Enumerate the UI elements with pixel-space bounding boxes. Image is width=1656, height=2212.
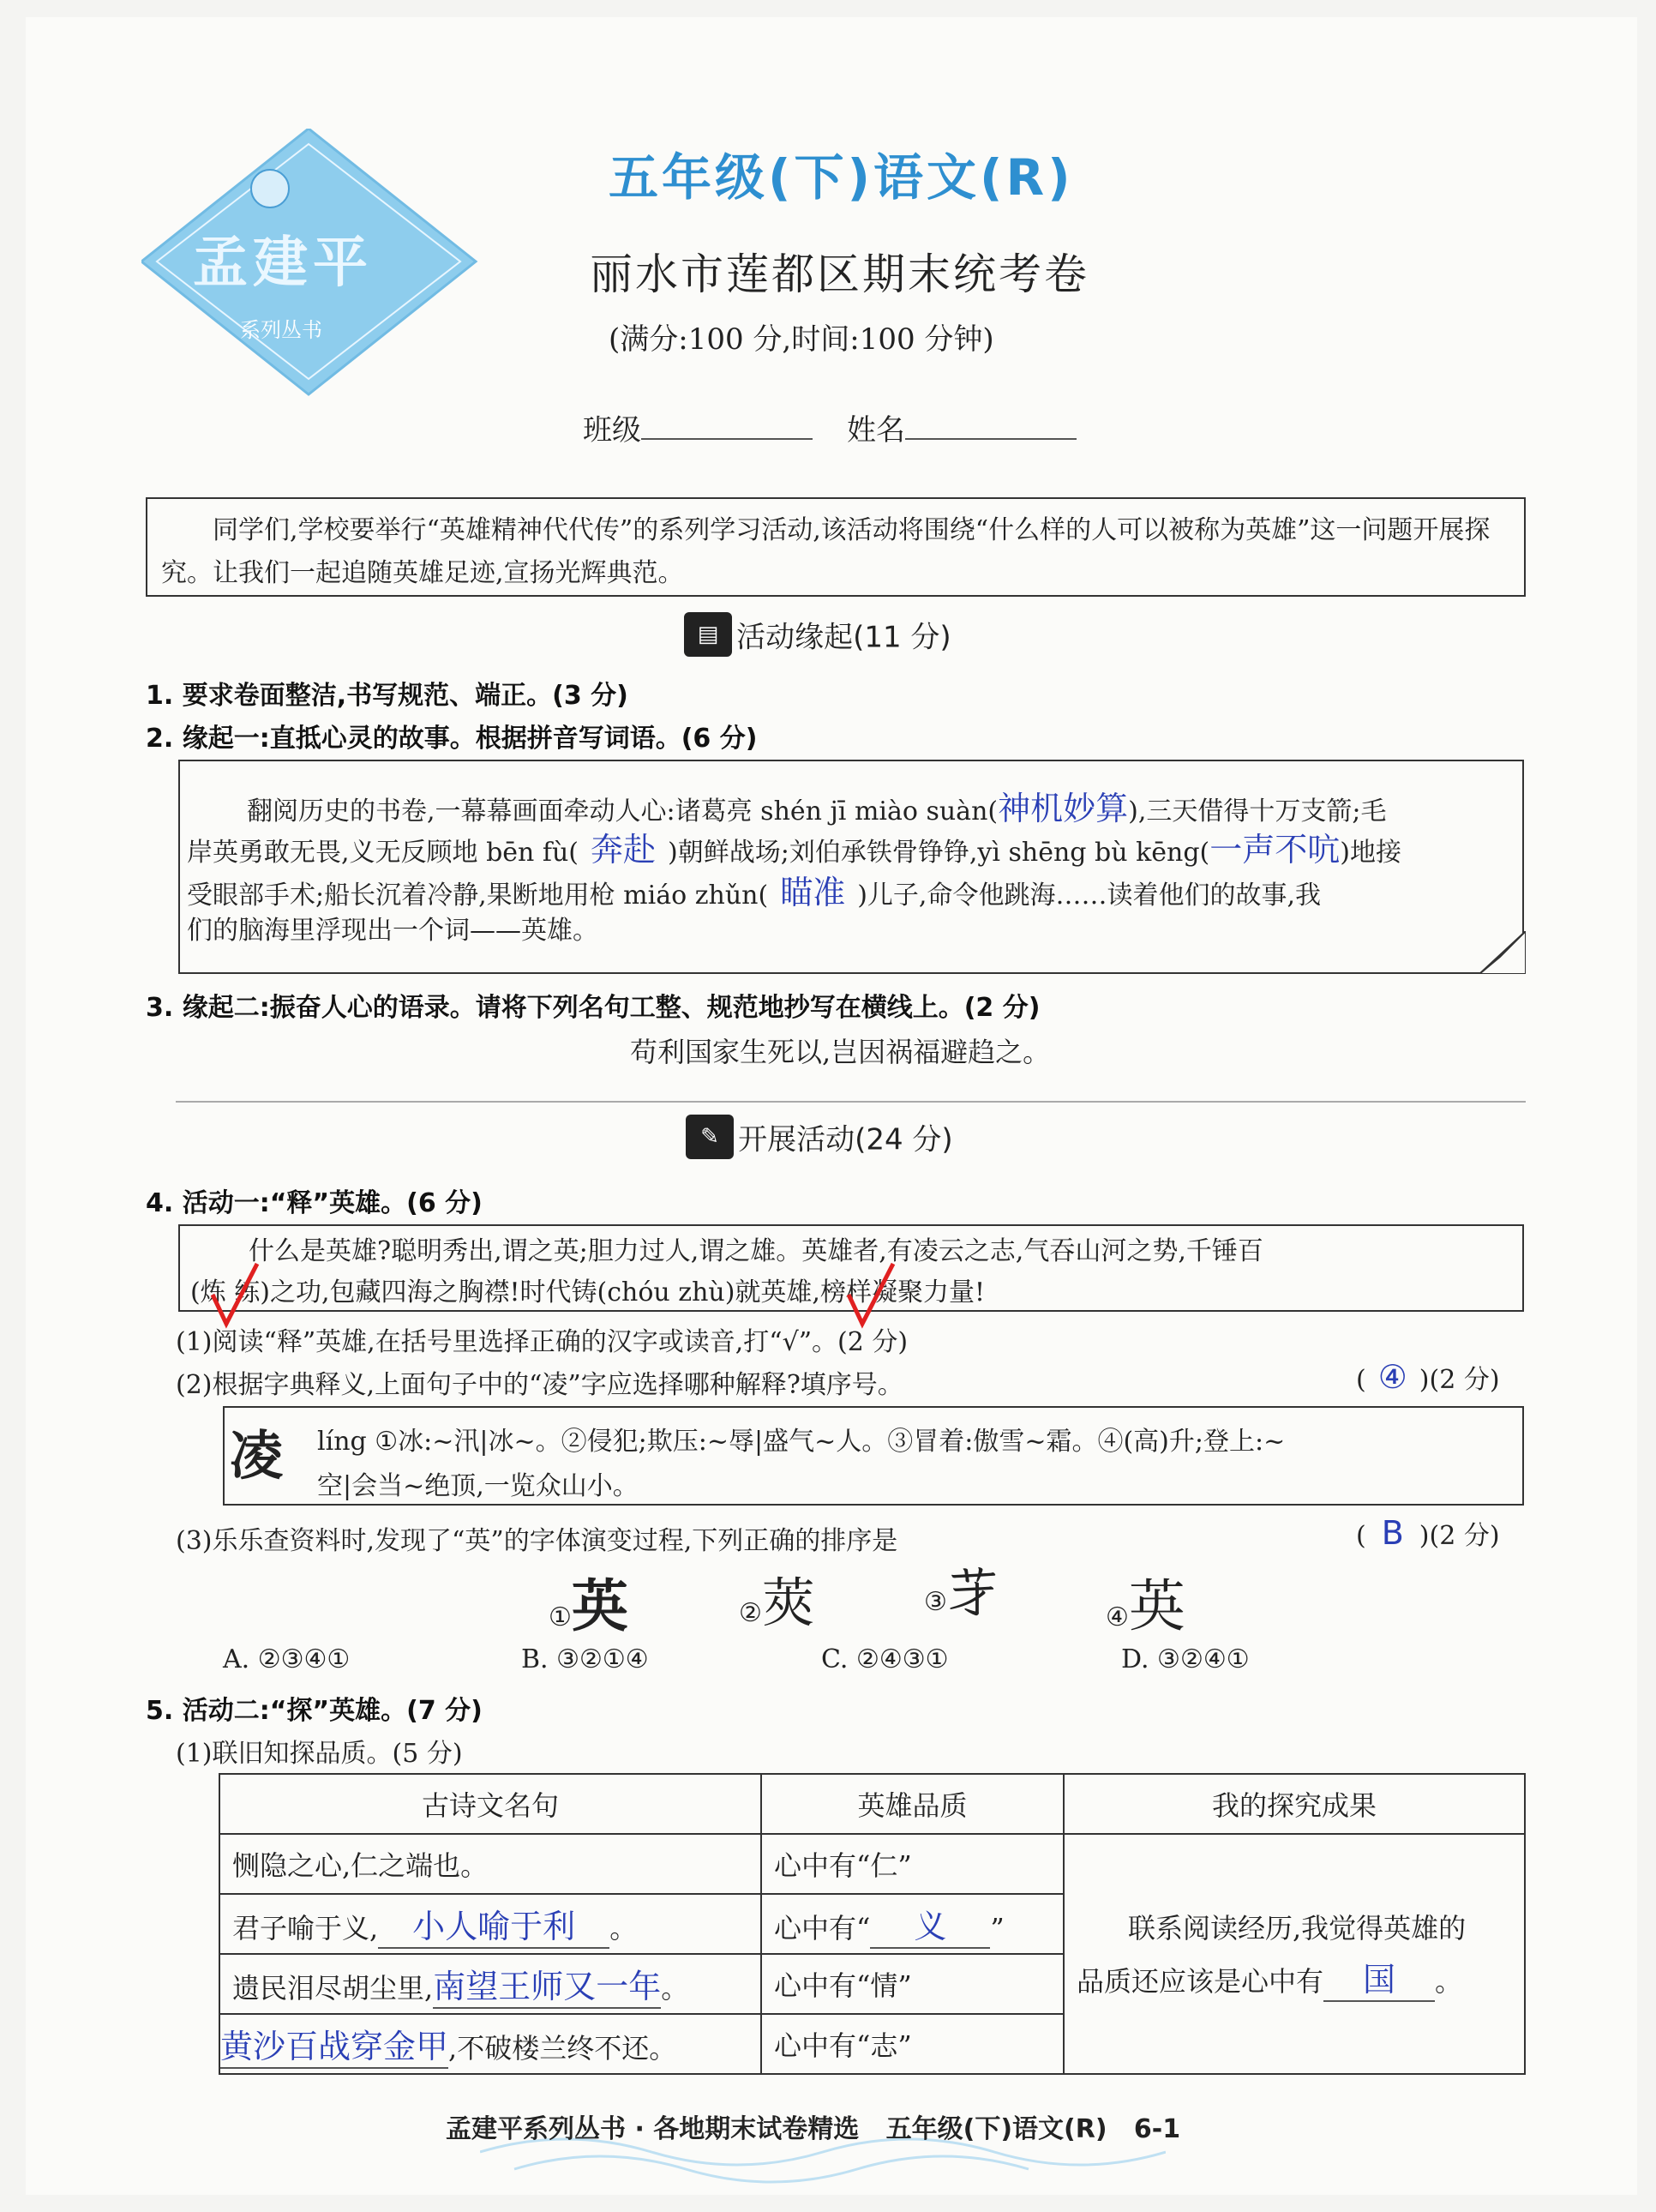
class-label: 班级 [583, 413, 641, 448]
footer: 孟建平系列丛书 · 各地期末试卷精选 五年级(下)语文(R) 6-1 [446, 2114, 1181, 2144]
form-glyph: 𦬁 [946, 1560, 1000, 1623]
option-c[interactable]: C. ②④③① [821, 1644, 949, 1674]
answer-shenjimiaosuan[interactable]: 神机妙算 [998, 790, 1129, 827]
quality-text: 心中有“志” [774, 2029, 912, 2062]
q3-quote: 苟利国家生死以,岂因祸福避趋之。 [630, 1036, 1051, 1068]
q2-line-2 [187, 823, 1401, 870]
logo-subtext: 系列丛书 [240, 318, 322, 342]
q2-line-3 [187, 866, 1321, 913]
section-activities [686, 1115, 953, 1159]
form-glyph: 英 [1128, 1573, 1185, 1639]
verse-cell [219, 1954, 761, 2014]
form-number: ② [739, 1598, 762, 1628]
answer-yi[interactable]: 义 [870, 1900, 990, 1949]
q4-sub3: (3)乐乐查资料时,发现了“英”的字体演变过程,下列正确的排序是 [176, 1526, 898, 1556]
name-blank[interactable] [905, 409, 1077, 440]
form-number: ④ [1106, 1602, 1129, 1632]
edit-icon: ✎ [686, 1115, 734, 1159]
option-a[interactable]: A. ②③④① [223, 1644, 351, 1674]
folder-icon: ▤ [684, 612, 732, 657]
option-d[interactable]: D. ③②④① [1121, 1644, 1250, 1674]
verse-cell [219, 1834, 761, 1894]
q2-line-4: 们的脑海里浮现出一个词——英雄。 [187, 916, 598, 946]
quality-text: 心中有“ [774, 1911, 871, 1945]
question-2-stem: 2. 缘起一:直抵心灵的故事。根据拼音写词语。(6 分) [146, 724, 758, 754]
result-text: 品质还应该是心中有 [1077, 1964, 1324, 1998]
quality-text: ” [990, 1911, 1005, 1945]
result-line-2 [1077, 1953, 1512, 2002]
answer-yishengbukeng[interactable]: 一声不吭 [1209, 831, 1341, 869]
q4-sub1: (1)阅读“释”英雄,在括号里选择正确的汉字或读音,打“√”。(2 分) [176, 1327, 909, 1357]
dict-char: 凌 [230, 1424, 284, 1487]
result-cell [1064, 1834, 1525, 2074]
q2-line-1 [247, 782, 1386, 829]
q2-text: 受眼部手术;船长沉着冷静,果断地用枪 miáo zhǔn( [187, 881, 769, 911]
col-header-verse: 古诗文名句 [219, 1774, 761, 1834]
form-glyph: 莢 [761, 1572, 815, 1634]
quality-table [219, 1773, 1526, 2075]
q2-text: )朝鲜战场;刘伯承铁骨铮铮,yì shēng bù kēng( [668, 838, 1210, 868]
verse-text: 。 [609, 1911, 638, 1945]
q2-text: ),三天借得十万支箭;毛 [1128, 796, 1387, 826]
score: )(2 分) [1419, 1521, 1500, 1551]
verse-text: 君子喻于义, [232, 1911, 379, 1945]
verse-text: ,不破楼兰终不还。 [448, 2031, 677, 2065]
q5-sub1: (1)联旧知探品质。(5 分) [176, 1739, 463, 1769]
quality-text: 心中有“仁” [774, 1849, 912, 1882]
quality-cell [761, 1954, 1064, 2014]
form-1 [549, 1560, 628, 1642]
q4-sub2-answer-field[interactable]: ( ④ )(2 分) [1356, 1358, 1500, 1396]
intro-box: 同学们,学校要举行“英雄精神代代传”的系列学习活动,该活动将围绕“什么样的人可以被称为英雄”这一问题开展探究。让我们一起追随英雄足迹,宣扬光辉典范。 [146, 497, 1526, 597]
verse-text: 。 [661, 1971, 689, 2005]
verse-text: 恻隐之心,仁之端也。 [232, 1849, 489, 1882]
col-header-quality: 英雄品质 [761, 1774, 1064, 1834]
section-activity-origin [684, 612, 951, 657]
q4-line-2: (炼 练)之功,包藏四海之胸襟!时代铸(chóu zhù)就英雄,榜样凝聚力量! [190, 1277, 986, 1307]
checkmark-icon [209, 1260, 261, 1329]
verse-cell [219, 1894, 761, 1954]
result-text: 。 [1435, 1964, 1463, 1998]
question-1: 1. 要求卷面整洁,书写规范、端正。(3 分) [146, 681, 628, 711]
answer-guo[interactable]: 国 [1323, 1953, 1435, 2002]
name-label: 姓名 [847, 413, 905, 448]
answer-nanwangwangshi[interactable]: 南望王师又一年 [433, 1960, 661, 2009]
option-b[interactable]: B. ③②①④ [521, 1644, 649, 1674]
quality-cell [761, 1894, 1064, 1954]
q2-text: )儿子,命令他跳海……读着他们的故事,我 [857, 881, 1321, 911]
page-curl-icon [1479, 931, 1526, 974]
q2-text: )地接 [1340, 838, 1401, 868]
verse-text: 遗民泪尽胡尘里, [232, 1971, 434, 2005]
form-2 [739, 1560, 815, 1637]
exam-meta: (满分:100 分,时间:100 分钟) [609, 322, 994, 357]
form-3 [924, 1560, 1000, 1623]
score: )(2 分) [1419, 1365, 1500, 1395]
checkmark-icon [845, 1260, 897, 1329]
table-row [219, 1834, 1525, 1894]
question-3-stem: 3. 缘起二:振奋人心的语录。请将下列名句工整、规范地抄写在横线上。(2 分) [146, 993, 1041, 1023]
form-number: ③ [924, 1587, 947, 1617]
col-header-result: 我的探究成果 [1064, 1774, 1525, 1834]
class-field[interactable] [583, 406, 1077, 448]
page-title: 五年级(下)语文(R) [609, 148, 1074, 207]
exam-subtitle: 丽水市莲都区期末统考卷 [590, 249, 1089, 299]
answer-miaozhun[interactable]: 瞄准 [780, 874, 846, 911]
section1-title: 活动缘起(11 分) [736, 620, 951, 655]
verse-cell [219, 2014, 761, 2074]
question-4-stem: 4. 活动一:“释”英雄。(6 分) [146, 1188, 483, 1218]
q4-sub2: (2)根据字典释义,上面句子中的“凌”字应选择哪种解释?填序号。 [176, 1370, 903, 1400]
form-number: ① [549, 1602, 572, 1632]
dict-line-2: 空|会当~绝顶,一览众山小。 [317, 1471, 639, 1501]
section2-title: 开展活动(24 分) [738, 1122, 953, 1157]
question-5-stem: 5. 活动二:“探”英雄。(7 分) [146, 1696, 483, 1726]
copy-line[interactable] [176, 1101, 1526, 1103]
dict-line-1: líng ①冰:~汛|冰~。②侵犯;欺压:~辱|盛气~人。③冒着:傲雪~霜。④(高)升;登上:~ [317, 1427, 1286, 1457]
quality-cell [761, 1834, 1064, 1894]
form-glyph: 英 [571, 1572, 628, 1639]
q4-line-1: 什么是英雄?聪明秀出,谓之英;胆力过人,谓之雄。英雄者,有凌云之志,气吞山河之势,千锤百 [249, 1236, 1263, 1266]
logo-text: 孟建平 [193, 231, 373, 295]
answer-huangshabaizhan[interactable]: 黄沙百战穿金甲 [220, 2020, 448, 2069]
q2-text: 翻阅历史的书卷,一幕幕画面牵动人心:诸葛亮 shén jī miào suàn( [247, 796, 999, 826]
q2-text: 岸英勇敢无畏,义无反顾地 bēn fù( [187, 838, 579, 868]
answer-ying-order[interactable]: B [1381, 1514, 1404, 1552]
answer-benfu[interactable]: 奔赴 [591, 831, 657, 869]
answer-ling[interactable]: ④ [1377, 1358, 1407, 1396]
q4-sub3-answer-field[interactable]: ( B )(2 分) [1356, 1514, 1500, 1552]
quality-text: 心中有“情” [774, 1969, 912, 2002]
quality-cell [761, 2014, 1064, 2074]
answer-xiaorenyuyuli[interactable]: 小人喻于利 [378, 1900, 609, 1949]
form-4 [1106, 1560, 1185, 1642]
result-line-1: 联系阅读经历,我觉得英雄的 [1128, 1911, 1467, 1945]
class-blank[interactable] [641, 409, 813, 440]
